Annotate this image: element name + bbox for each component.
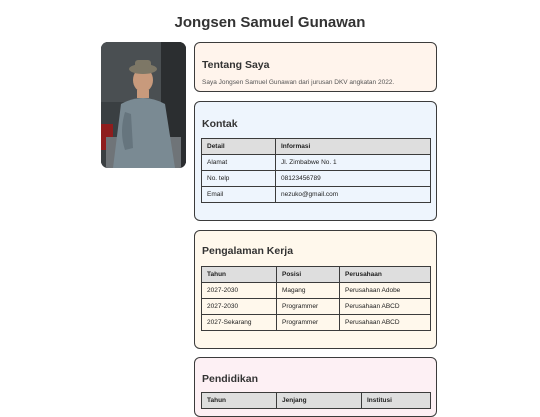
experience-section <box>194 230 437 349</box>
column-header-posisi: Posisi <box>277 267 340 283</box>
table-cell: Email <box>202 187 276 203</box>
table-row <box>202 283 431 299</box>
experience-table <box>201 266 431 331</box>
table-cell: Jl. Zimbabwe No. 1 <box>276 155 431 171</box>
profile-photo <box>101 42 186 168</box>
table-row <box>202 155 431 171</box>
table-cell: 08123456789 <box>276 171 431 187</box>
table-row <box>202 299 431 315</box>
table-cell: Programmer <box>277 299 340 315</box>
table-cell: nezuko@gmail.com <box>276 187 431 203</box>
column-header-jenjang: Jenjang <box>277 393 362 409</box>
contact-heading: Kontak <box>202 118 238 130</box>
education-section <box>194 357 437 417</box>
table-cell: No. telp <box>202 171 276 187</box>
column-header-tahun: Tahun <box>202 393 277 409</box>
table-header-row <box>202 139 431 155</box>
column-header-institusi: Institusi <box>362 393 431 409</box>
experience-heading: Pengalaman Kerja <box>202 245 294 257</box>
table-header-row <box>202 267 431 283</box>
table-cell: Perusahaan ABCD <box>340 299 431 315</box>
table-row <box>202 171 431 187</box>
table-row <box>202 315 431 331</box>
table-header-row <box>202 393 431 409</box>
table-cell: Programmer <box>277 315 340 331</box>
education-table <box>201 392 431 409</box>
table-cell: Perusahaan Adobe <box>340 283 431 299</box>
table-cell: 2027-2030 <box>202 283 277 299</box>
column-header-informasi: Informasi <box>276 139 431 155</box>
contact-section <box>194 101 437 221</box>
column-header-detail: Detail <box>202 139 276 155</box>
table-cell: 2027-2030 <box>202 299 277 315</box>
column-header-perusahaan: Perusahaan <box>340 267 431 283</box>
education-heading: Pendidikan <box>202 373 259 385</box>
contact-table <box>201 138 431 203</box>
column-header-tahun: Tahun <box>202 267 277 283</box>
profile-photo-image <box>101 42 186 168</box>
table-cell: 2027-Sekarang <box>202 315 277 331</box>
about-section <box>194 42 437 92</box>
table-row <box>202 187 431 203</box>
page-title: Jongsen Samuel Gunawan <box>174 14 366 31</box>
about-heading: Tentang Saya <box>202 59 270 71</box>
about-text: Saya Jongsen Samuel Gunawan dari jurusan DKV angkatan 2022. <box>202 79 395 86</box>
table-cell: Alamat <box>202 155 276 171</box>
table-cell: Perusahaan ABCD <box>340 315 431 331</box>
table-cell: Magang <box>277 283 340 299</box>
